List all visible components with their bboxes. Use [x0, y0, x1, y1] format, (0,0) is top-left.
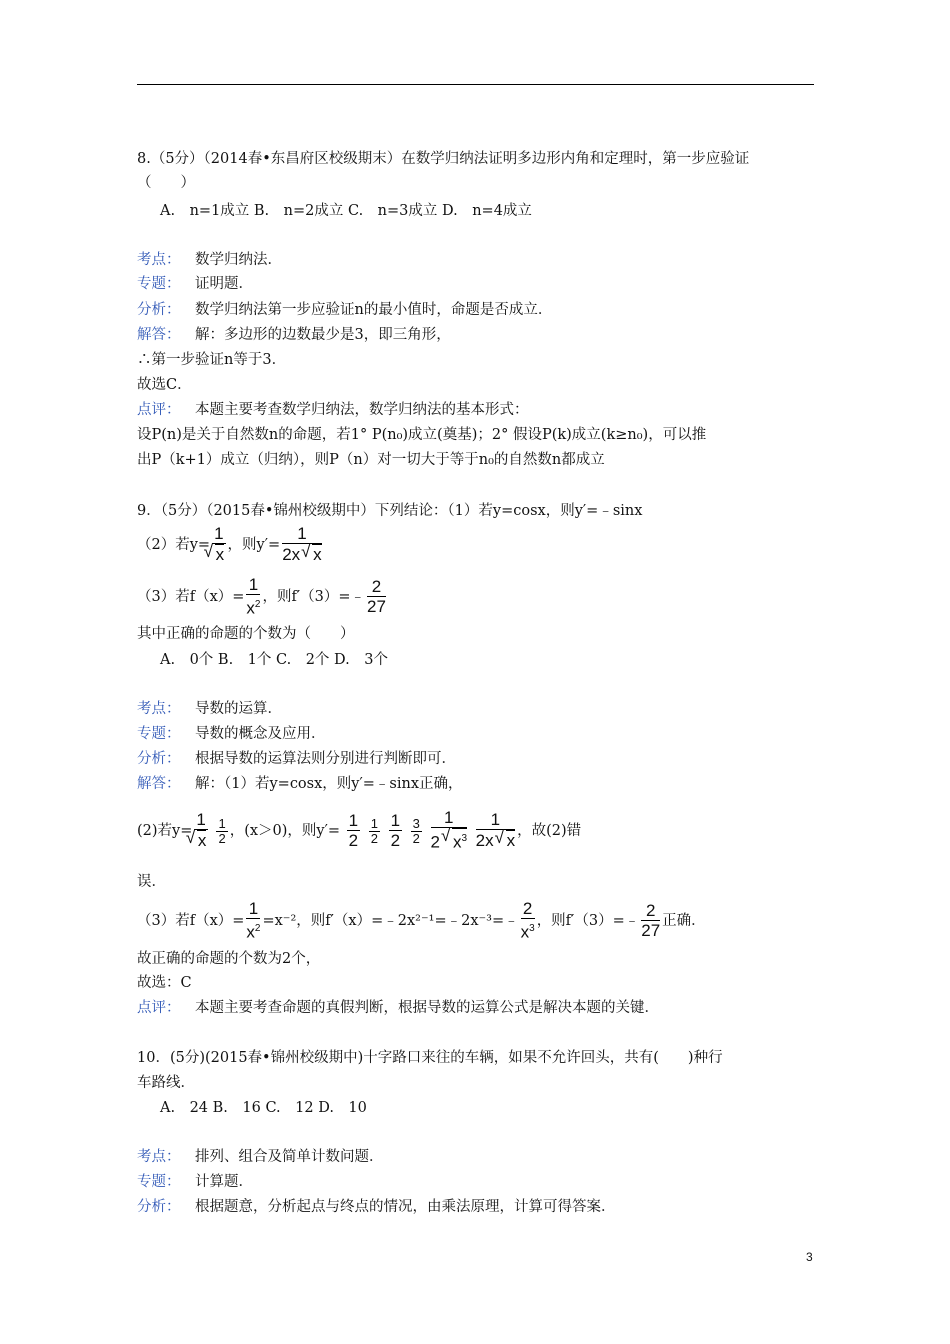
q9-statement-2 — [137, 522, 324, 568]
q8-solution-2: ∴第一步验证n等于3． — [137, 352, 287, 368]
kaodian-text: 数学归纳法． — [195, 252, 282, 268]
header-rule — [137, 84, 814, 85]
fraction — [476, 811, 515, 851]
q8-fenxi — [137, 300, 552, 320]
sol3-end: 正确． — [662, 913, 706, 929]
q10-stem-cont: 车路线． — [137, 1075, 195, 1091]
denominator — [194, 830, 207, 851]
q10-options: A. 24 B. 16 C. 12 D. 10 — [160, 1100, 367, 1116]
q8-stem-cont: （ ） — [137, 175, 195, 191]
q10-kaodian — [137, 1147, 384, 1167]
denominator — [246, 919, 260, 943]
exponent: 2 — [254, 922, 261, 934]
numerator: 1 — [246, 576, 260, 595]
denominator: 2 — [390, 830, 401, 850]
zhuanti-label: 专题： — [137, 276, 181, 292]
numerator: 1 — [246, 900, 260, 919]
numerator: 1 — [282, 525, 321, 544]
q8-zhuanti — [137, 274, 253, 294]
denominator — [282, 544, 321, 565]
exponent: 3 — [461, 833, 468, 845]
q9-solution-2b: 误． — [137, 874, 166, 890]
denominator — [212, 544, 225, 565]
zhuanti-text: 导数的概念及应用． — [195, 726, 326, 742]
fenxi-label: 分析： — [137, 751, 181, 767]
q9-s2-mid: ，则y′= — [227, 537, 281, 553]
q9-stem-end: 其中正确的命题的个数为（ ） — [137, 626, 355, 642]
jieda-text: 解：（1）若y=cosx，则y′=﹣sinx正确， — [195, 776, 463, 792]
fraction — [411, 817, 422, 846]
base-x: x — [452, 832, 462, 852]
fraction — [194, 811, 207, 851]
base-x: x — [246, 922, 255, 942]
sqrt-x: √ x — [506, 830, 516, 851]
fraction — [246, 900, 260, 943]
exp-denominator: 2 — [218, 830, 226, 846]
q9-stem: 9．（5分）（2015春•锦州校级期中）下列结论：（1）若y=cosx，则y′=﹣sinx — [137, 503, 643, 519]
fraction — [367, 578, 386, 617]
sqrt-x: √ x — [197, 830, 207, 851]
jieda-label: 解答： — [137, 776, 181, 792]
q8-dianping — [137, 400, 529, 420]
jieda-label: 解答： — [137, 327, 181, 343]
denominator: 2 — [348, 830, 359, 850]
fenxi-text: 根据导数的运算法则分别进行判断即可． — [195, 751, 456, 767]
denominator: 2 — [370, 830, 378, 846]
kaodian-text: 导数的运算． — [195, 701, 282, 717]
fraction — [347, 812, 360, 851]
numerator: 1 — [196, 810, 206, 829]
dianping-text: 本题主要考查数学归纳法，数学归纳法的基本形式： — [195, 402, 529, 418]
q8-kaodian — [137, 250, 282, 270]
q8-dianping-3: 出P（k+1）成立（归纳），则P（n）对一切大于等于n₀的自然数n都成立 — [137, 452, 605, 468]
q8-options: A. n=1成立 B. n=2成立 C. n=3成立 D. n=4成立 — [160, 203, 532, 219]
q9-s2-prefix: （2）若y= — [137, 537, 211, 553]
zhuanti-label: 专题： — [137, 1174, 181, 1190]
q10-stem: 10．(5分)(2015春•锦州校级期中)十字路口来往的车辆，如果不允许回头，共有( )种行 — [137, 1050, 723, 1066]
denominator: 2 — [412, 830, 420, 846]
q9-statement-3 — [137, 574, 388, 620]
fraction — [389, 812, 402, 851]
fraction — [369, 817, 380, 846]
kaodian-label: 考点： — [137, 701, 181, 717]
q9-solution-2 — [137, 808, 581, 854]
sqrt-x-cubed — [452, 828, 467, 853]
q9-solution-3 — [137, 898, 706, 944]
numerator: 2 — [367, 578, 386, 597]
fraction — [641, 902, 660, 941]
numerator: 1 — [476, 811, 515, 830]
q9-dianping — [137, 998, 659, 1018]
q9-fenxi — [137, 749, 456, 769]
q8-jieda — [137, 325, 451, 345]
q8-stem: 8.（5分）（2014春•东昌府区校级期末）在数学归纳法证明多边形内角和定理时，第一步应验证 — [137, 151, 750, 167]
zhuanti-label: 专题： — [137, 726, 181, 742]
sol3-mid: =x⁻²，则f′（x）=﹣2x²⁻¹=﹣2x⁻³=﹣ — [262, 913, 519, 929]
q9-s3-prefix: （3）若f（x）= — [137, 589, 245, 605]
fraction — [521, 900, 535, 943]
sol3-prefix: （3）若f（x）= — [137, 913, 245, 929]
denominator: 27 — [367, 596, 386, 616]
exp-numerator: 1 — [218, 815, 226, 831]
fenxi-text: 数学归纳法第一步应验证n的最小值时，命题是否成立． — [195, 302, 553, 318]
kaodian-label: 考点： — [137, 252, 181, 268]
dianping-label: 点评： — [137, 402, 181, 418]
two-x: 2x — [282, 545, 301, 564]
kaodian-label: 考点： — [137, 1149, 181, 1165]
jieda-text: 解：多边形的边数最少是3，即三角形， — [195, 327, 451, 343]
fraction — [431, 809, 468, 853]
fraction — [246, 576, 260, 619]
numerator: 2 — [641, 902, 660, 921]
denominator — [246, 595, 260, 619]
numerator: 1 — [431, 809, 468, 828]
exponent: 3 — [529, 922, 535, 934]
sol2-end: ，故(2)错 — [517, 823, 582, 839]
dianping-label: 点评： — [137, 1000, 181, 1016]
q8-dianping-2: 设P(n)是关于自然数n的命题，若1° P(n₀)成立(奠基)；2° 假设P(k)成立(k≥n₀)，可以推 — [137, 427, 707, 443]
denominator — [476, 830, 515, 851]
q9-solution-4: 故正确的命题的个数为2个， — [137, 951, 321, 967]
power-x-neg-half — [216, 817, 227, 846]
kaodian-text: 排列、组合及简单计数问题． — [195, 1149, 384, 1165]
zhuanti-text: 计算题． — [195, 1174, 253, 1190]
q9-options: A. 0个 B. 1个 C. 2个 D. 3个 — [160, 652, 388, 668]
q9-solution-5: 故选：C — [137, 975, 192, 991]
q9-jieda — [137, 774, 463, 794]
sqrt-x: √ x — [312, 544, 322, 565]
zhuanti-text: 证明题． — [195, 276, 253, 292]
q9-kaodian — [137, 699, 282, 719]
two-x: 2x — [475, 831, 494, 850]
numerator: 1 — [214, 524, 224, 543]
exponent: 2 — [254, 598, 261, 610]
q10-zhuanti — [137, 1172, 253, 1192]
sol3-mid2: ，则f′（3）=﹣ — [536, 913, 640, 929]
fraction — [212, 525, 225, 565]
q10-fenxi — [137, 1197, 616, 1217]
base-x: x — [246, 598, 255, 618]
dianping-text: 本题主要考查命题的真假判断，根据导数的运算公式是解决本题的关键． — [195, 1000, 659, 1016]
numerator: 1 — [348, 810, 359, 830]
numerator: 2 — [521, 900, 535, 919]
fenxi-label: 分析： — [137, 302, 181, 318]
coef: 2 — [430, 832, 440, 852]
fraction — [282, 525, 321, 565]
q9-s3-mid: ，则f′（3）=﹣ — [262, 589, 366, 605]
denominator: 27 — [641, 920, 661, 940]
denominator — [521, 919, 535, 943]
sol2-prefix: (2)若y= — [137, 823, 193, 839]
numerator: 3 — [412, 815, 420, 831]
base-x: x — [520, 922, 530, 942]
sqrt-x: √ x — [215, 544, 225, 565]
numerator: 1 — [370, 815, 378, 831]
page-number: 3 — [806, 1250, 813, 1264]
fenxi-label: 分析： — [137, 1199, 181, 1215]
sol2-cond: ，(x＞0)，则y′= — [229, 823, 341, 839]
fenxi-text: 根据题意，分析起点与终点的情况，由乘法原理，计算可得答案． — [195, 1199, 616, 1215]
q8-solution-3: 故选C． — [137, 377, 192, 393]
numerator: 1 — [390, 810, 401, 830]
denominator — [431, 828, 468, 853]
q9-zhuanti — [137, 724, 326, 744]
